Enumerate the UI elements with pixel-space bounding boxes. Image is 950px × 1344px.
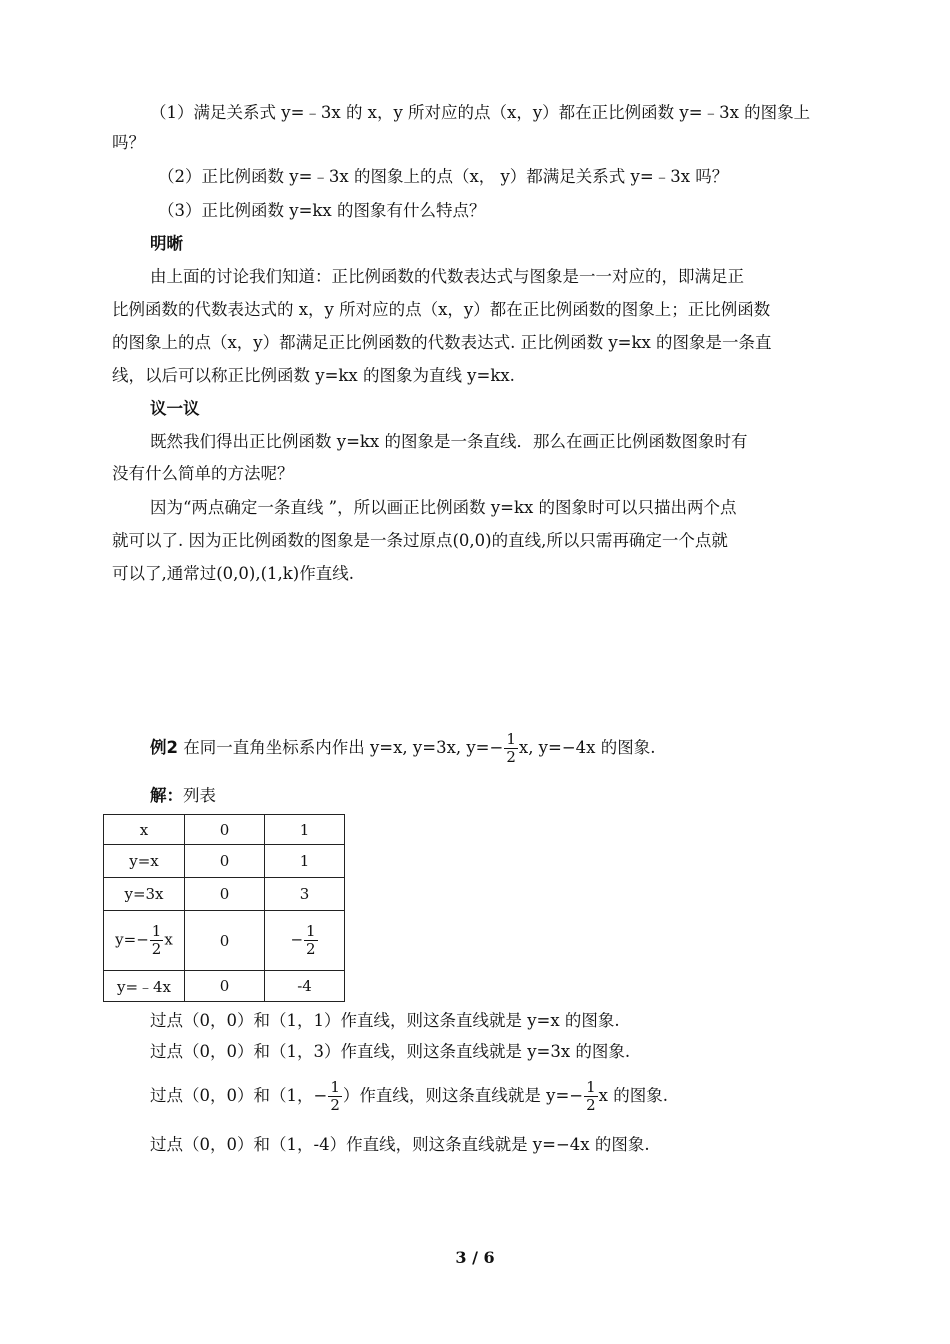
example-text-a: 在同一直角坐标系内作出 y=x, y=3x, y=−	[183, 738, 504, 757]
conclusion-1: 过点（0，0）和（1，1）作直线，则这条直线就是 y=x 的图象.	[150, 1011, 620, 1030]
mingxi-line-2: 比例函数的代数表达式的 x，y 所对应的点（x，y）都在正比例函数的图象上；正比例函数	[112, 300, 771, 319]
conclusion-3: 过点（0，0）和（1，− $\frac{1}{2}$ ）作直线，则这条直线就是 y=− $\frac{1}{2}$ x 的图象.	[150, 1078, 668, 1114]
question-1-line-2: 吗？	[112, 133, 145, 152]
table-cell: -4	[265, 971, 345, 1002]
solution-label: 解：	[150, 786, 183, 805]
question-1-line-1: （1）满足关系式 y=﹣3x 的 x，y 所对应的点（x，y）都在正比例函数 y=﹣3x 的图象上	[150, 103, 811, 122]
table-cell: 0	[185, 911, 265, 971]
fraction-one-half: $\frac{1}{2}$	[151, 922, 162, 958]
table-cell: x	[104, 815, 185, 845]
table-cell: y=3x	[104, 878, 185, 911]
question-2: （2）正比例函数 y=﹣3x 的图象上的点（x， y）都满足关系式 y=﹣3x 吗？	[158, 167, 729, 186]
table-row	[104, 971, 345, 1002]
mingxi-line-1: 由上面的讨论我们知道：正比例函数的代数表达式与图象是一一对应的，即满足正	[150, 267, 744, 286]
fraction-one-half: $\frac{1}{2}$	[330, 1078, 340, 1114]
table-cell: − $\frac{1}{2}$	[265, 911, 345, 971]
fraction-one-half: $\frac{1}{2}$	[506, 730, 516, 766]
solution	[150, 785, 216, 807]
mingxi-line-4: 线，以后可以称正比例函数 y=kx 的图象为直线 y=kx.	[112, 366, 515, 385]
example-2	[150, 728, 655, 768]
table-cell: 1	[265, 815, 345, 845]
solution-text: 列表	[183, 786, 216, 805]
table-cell: y=﹣4x	[104, 971, 185, 1002]
mingxi-heading: 明晰	[150, 234, 183, 253]
yiyiyi-heading: 议一议	[150, 399, 200, 418]
fraction-one-half: $\frac{1}{2}$	[586, 1078, 596, 1114]
table-cell: 3	[265, 878, 345, 911]
table-cell: 0	[185, 845, 265, 878]
yiyiyi-line-4: 就可以了. 因为正比例函数的图象是一条过原点(0,0)的直线,所以只需再确定一个点就	[112, 531, 728, 550]
table-cell: y=x	[104, 845, 185, 878]
yiyiyi-line-2: 没有什么简单的方法呢？	[112, 464, 294, 483]
yiyiyi-line-5: 可以了,通常过(0,0),(1,k)作直线.	[112, 564, 354, 583]
table-cell: 0	[185, 815, 265, 845]
table-cell: y=− $\frac{1}{2}$ x	[104, 911, 185, 971]
table-cell: 1	[265, 845, 345, 878]
conclusion-2: 过点（0，0）和（1，3）作直线，则这条直线就是 y=3x 的图象.	[150, 1042, 631, 1061]
table-cell: 0	[185, 878, 265, 911]
fraction-one-half: $\frac{1}{2}$	[306, 922, 316, 958]
table-row	[104, 845, 345, 878]
table-row	[104, 911, 345, 971]
example-text-b: x, y=−4x 的图象.	[518, 738, 656, 757]
table-row	[104, 878, 345, 911]
table-cell: 0	[185, 971, 265, 1002]
conclusion-4: 过点（0，0）和（1，-4）作直线，则这条直线就是 y=−4x 的图象.	[150, 1135, 650, 1154]
value-table	[103, 814, 345, 1002]
yiyiyi-line-3: 因为“两点确定一条直线 ”，所以画正比例函数 y=kx 的图象时可以只描出两个点	[150, 498, 737, 517]
example-label: 例2	[150, 738, 178, 757]
mingxi-line-3: 的图象上的点（x，y）都满足正比例函数的代数表达式. 正比例函数 y=kx 的图象是一条直	[112, 333, 772, 352]
table-row	[104, 815, 345, 845]
page-number: 3 / 6	[455, 1248, 495, 1267]
yiyiyi-line-1: 既然我们得出正比例函数 y=kx 的图象是一条直线．那么在画正比例函数图象时有	[150, 432, 748, 451]
question-3: （3）正比例函数 y=kx 的图象有什么特点？	[158, 201, 486, 220]
